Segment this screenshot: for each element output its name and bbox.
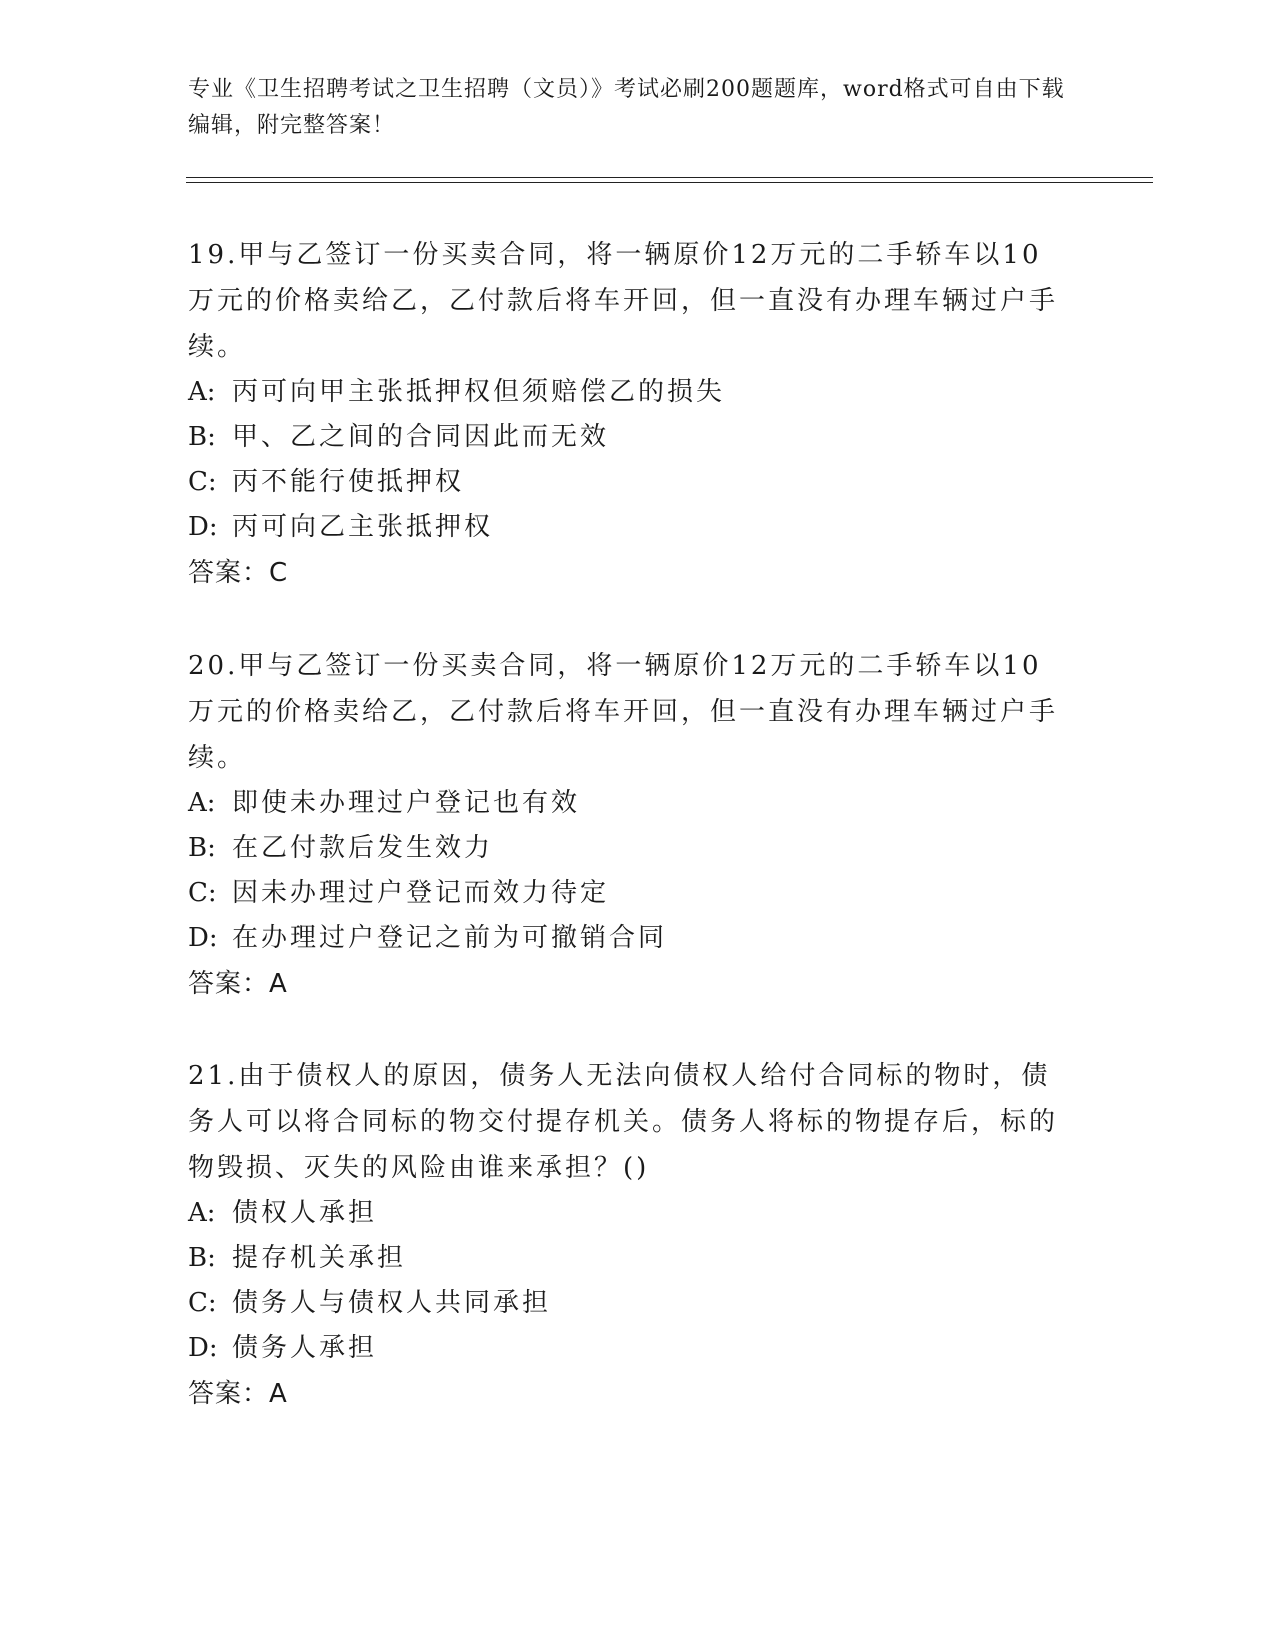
option-key: C: [188, 1288, 217, 1318]
option-key: B: [188, 1243, 216, 1273]
answer-line: 答案：C [188, 558, 289, 588]
option-text: 债权人承担 [232, 1198, 378, 1228]
option-b [188, 1236, 1068, 1281]
option-key: D: [188, 1333, 218, 1363]
option-a [188, 781, 1068, 826]
option-d [188, 1326, 1068, 1371]
question-stem: 21.由于债权人的原因，债务人无法向债权人给付合同标的物时，债务人可以将合同标的物交付提存机关。债务人将标的物提存后，标的物毁损、灭失的风险由谁来承担？() [188, 1061, 1059, 1183]
option-key: D: [188, 923, 218, 953]
question-stem: 19.甲与乙签订一份买卖合同，将一辆原价12万元的二手轿车以10万元的价格卖给乙，乙付款后将车开回，但一直没有办理车辆过户手续。 [188, 240, 1059, 362]
option-d [188, 505, 1068, 550]
question-20 [188, 643, 1068, 1007]
option-key: C: [188, 467, 217, 497]
header-divider-top [186, 177, 1153, 178]
option-text: 丙可向甲主张抵押权但须赔偿乙的损失 [232, 377, 726, 407]
option-text: 丙可向乙主张抵押权 [232, 512, 494, 542]
option-b [188, 826, 1068, 871]
option-text: 在乙付款后发生效力 [232, 833, 494, 863]
option-key: A: [188, 788, 216, 818]
option-key: C: [188, 878, 217, 908]
option-text: 在办理过户登记之前为可撤销合同 [232, 923, 668, 953]
option-text: 即使未办理过户登记也有效 [232, 788, 581, 818]
document-header: 专业《卫生招聘考试之卫生招聘（文员）》考试必刷200题题库，word格式可自由下载编辑，附完整答案！ [188, 77, 1065, 138]
option-text: 丙不能行使抵押权 [232, 467, 465, 497]
option-a [188, 370, 1068, 415]
option-key: B: [188, 422, 216, 452]
option-text: 债务人承担 [232, 1333, 378, 1363]
question-21 [188, 1053, 1068, 1417]
option-c [188, 1281, 1068, 1326]
option-c [188, 460, 1068, 505]
question-19 [188, 232, 1068, 596]
option-text: 债务人与债权人共同承担 [232, 1288, 552, 1318]
option-text: 因未办理过户登记而效力待定 [232, 878, 610, 908]
header-divider-bottom [186, 182, 1153, 183]
option-b [188, 415, 1068, 460]
answer-line: 答案：A [188, 1379, 288, 1409]
option-key: A: [188, 1198, 216, 1228]
option-d [188, 916, 1068, 961]
option-key: A: [188, 377, 216, 407]
option-text: 甲、乙之间的合同因此而无效 [232, 422, 610, 452]
option-key: B: [188, 833, 216, 863]
option-key: D: [188, 512, 218, 542]
option-c [188, 871, 1068, 916]
option-a [188, 1191, 1068, 1236]
answer-line: 答案：A [188, 969, 288, 999]
option-text: 提存机关承担 [232, 1243, 407, 1273]
question-stem: 20.甲与乙签订一份买卖合同，将一辆原价12万元的二手轿车以10万元的价格卖给乙，乙付款后将车开回，但一直没有办理车辆过户手续。 [188, 651, 1059, 773]
